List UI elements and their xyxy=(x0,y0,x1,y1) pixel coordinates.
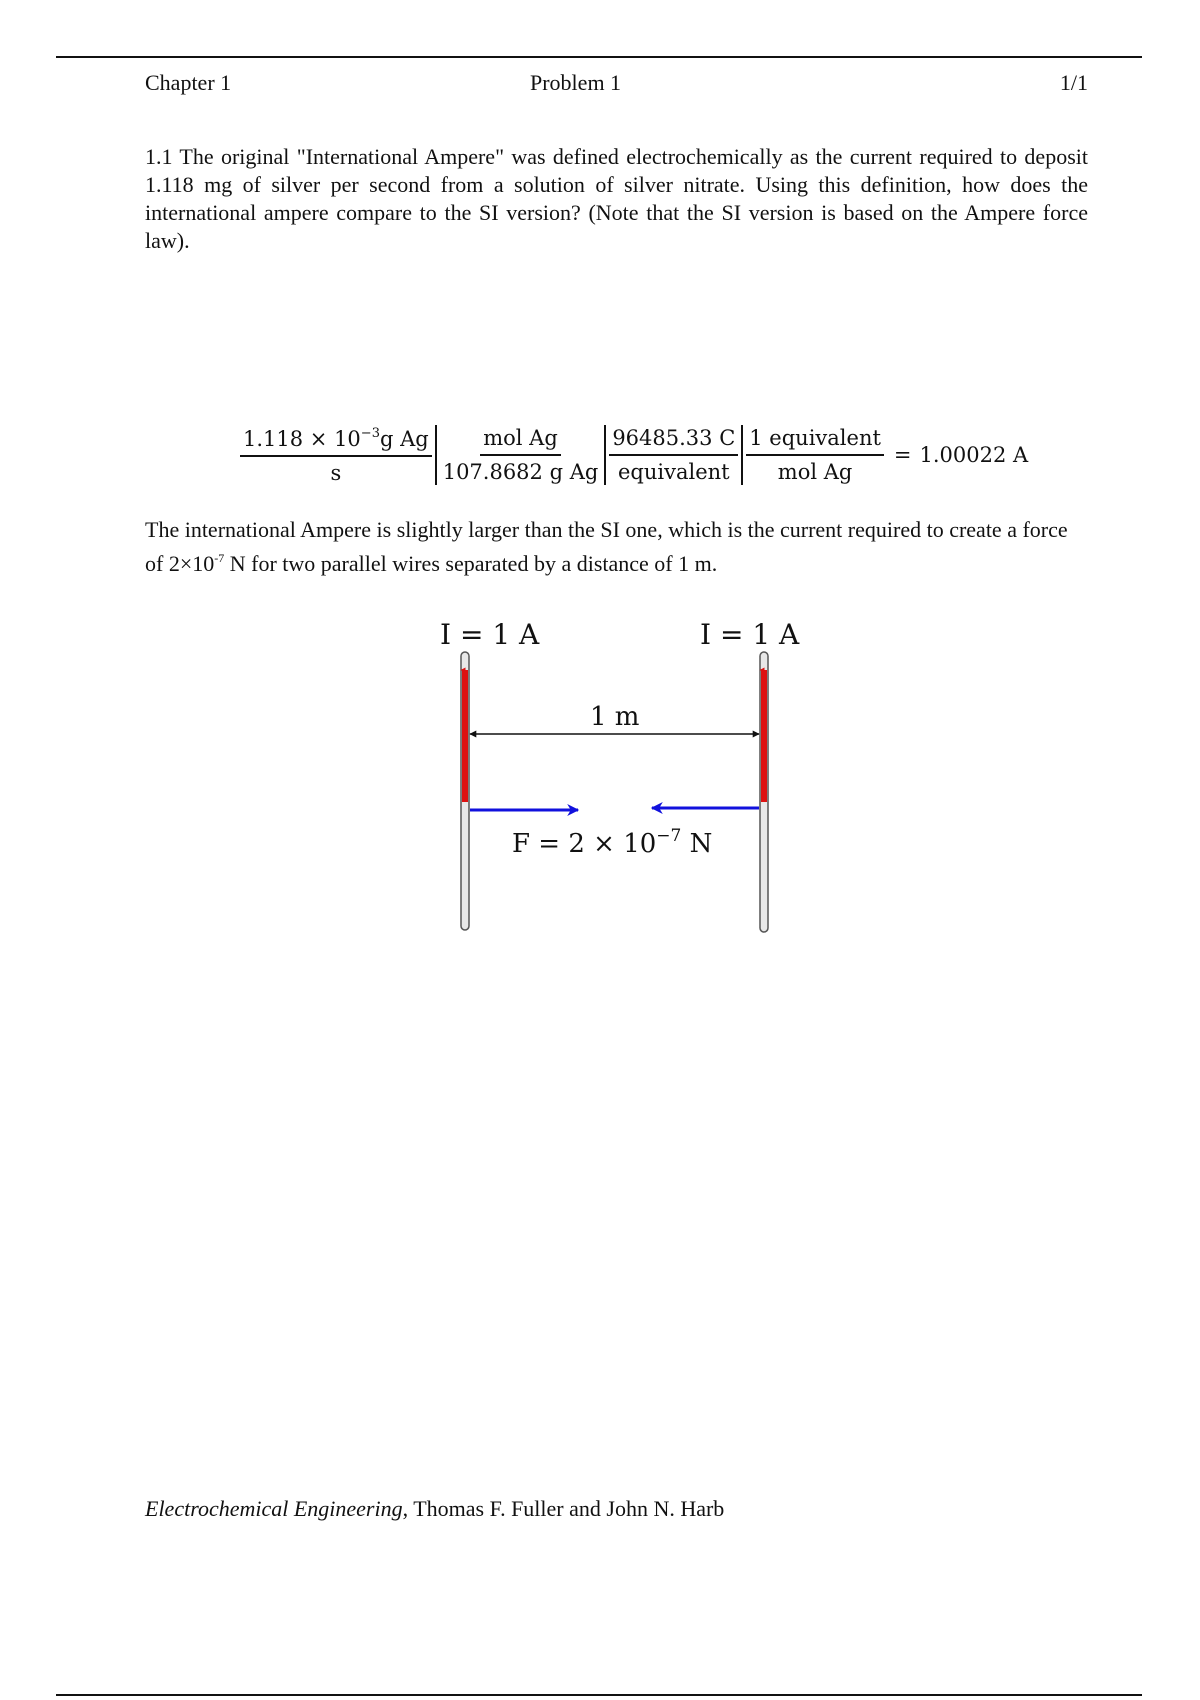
fraction-equivalents xyxy=(746,426,884,484)
fraction-denominator: 107.8682 g Ag xyxy=(442,460,599,484)
fraction-molar-mass xyxy=(440,426,602,484)
book-title: Electrochemical Engineering xyxy=(145,1496,403,1521)
fraction-mass-rate xyxy=(240,426,432,485)
unit-separator xyxy=(604,425,606,485)
unit-separator xyxy=(435,425,437,485)
conversion-equation xyxy=(240,420,1028,490)
fraction-numerator: 1 equivalent xyxy=(746,426,884,456)
top-rule xyxy=(56,56,1142,58)
equation-result: 1.00022 A xyxy=(919,443,1029,467)
page-number: 1/1 xyxy=(1059,70,1088,95)
right-current-label: I = 1 A xyxy=(700,618,800,651)
chapter-label: Chapter 1 xyxy=(145,70,232,95)
fraction-denominator: mol Ag xyxy=(777,460,853,484)
distance-label: 1 m xyxy=(590,702,640,732)
bottom-rule xyxy=(56,1694,1142,1696)
parallel-wires-diagram xyxy=(430,610,810,950)
problem-statement: 1.1 The original "International Ampere" was defined electrochemically as the current required to deposit 1.118 mg of silver per second from a solution of silver nitrate. Using this definition, how does the international ampere compare to the SI version? (Note that the SI version is based on the Ampere force law). xyxy=(145,144,1088,253)
fraction-numerator: 96485.33 C xyxy=(609,426,738,456)
fraction-faraday xyxy=(609,426,738,484)
citation xyxy=(145,1496,724,1522)
page-header xyxy=(145,70,1088,104)
equals-sign: = xyxy=(893,443,912,467)
unit-separator xyxy=(741,425,743,485)
force-label: $F = 2 \times 10^{-7}$ N xyxy=(512,826,713,859)
fraction-numerator: $1.118 \times 10^{-3}g$ Ag xyxy=(240,426,432,457)
fraction-denominator: s xyxy=(330,460,342,485)
book-authors: , Thomas F. Fuller and John N. Harb xyxy=(402,1496,725,1521)
fraction-numerator: mol Ag xyxy=(480,426,561,456)
answer-text: The international Ampere is slightly larger than the SI one, which is the current required to create a force of $2\times 10^{-7}$ N for two parallel wires separated by a distance of 1 m. xyxy=(145,517,1068,576)
left-current-label: I = 1 A xyxy=(440,618,540,651)
problem-label: Problem 1 xyxy=(530,70,622,95)
fraction-denominator: equivalent xyxy=(617,460,730,484)
